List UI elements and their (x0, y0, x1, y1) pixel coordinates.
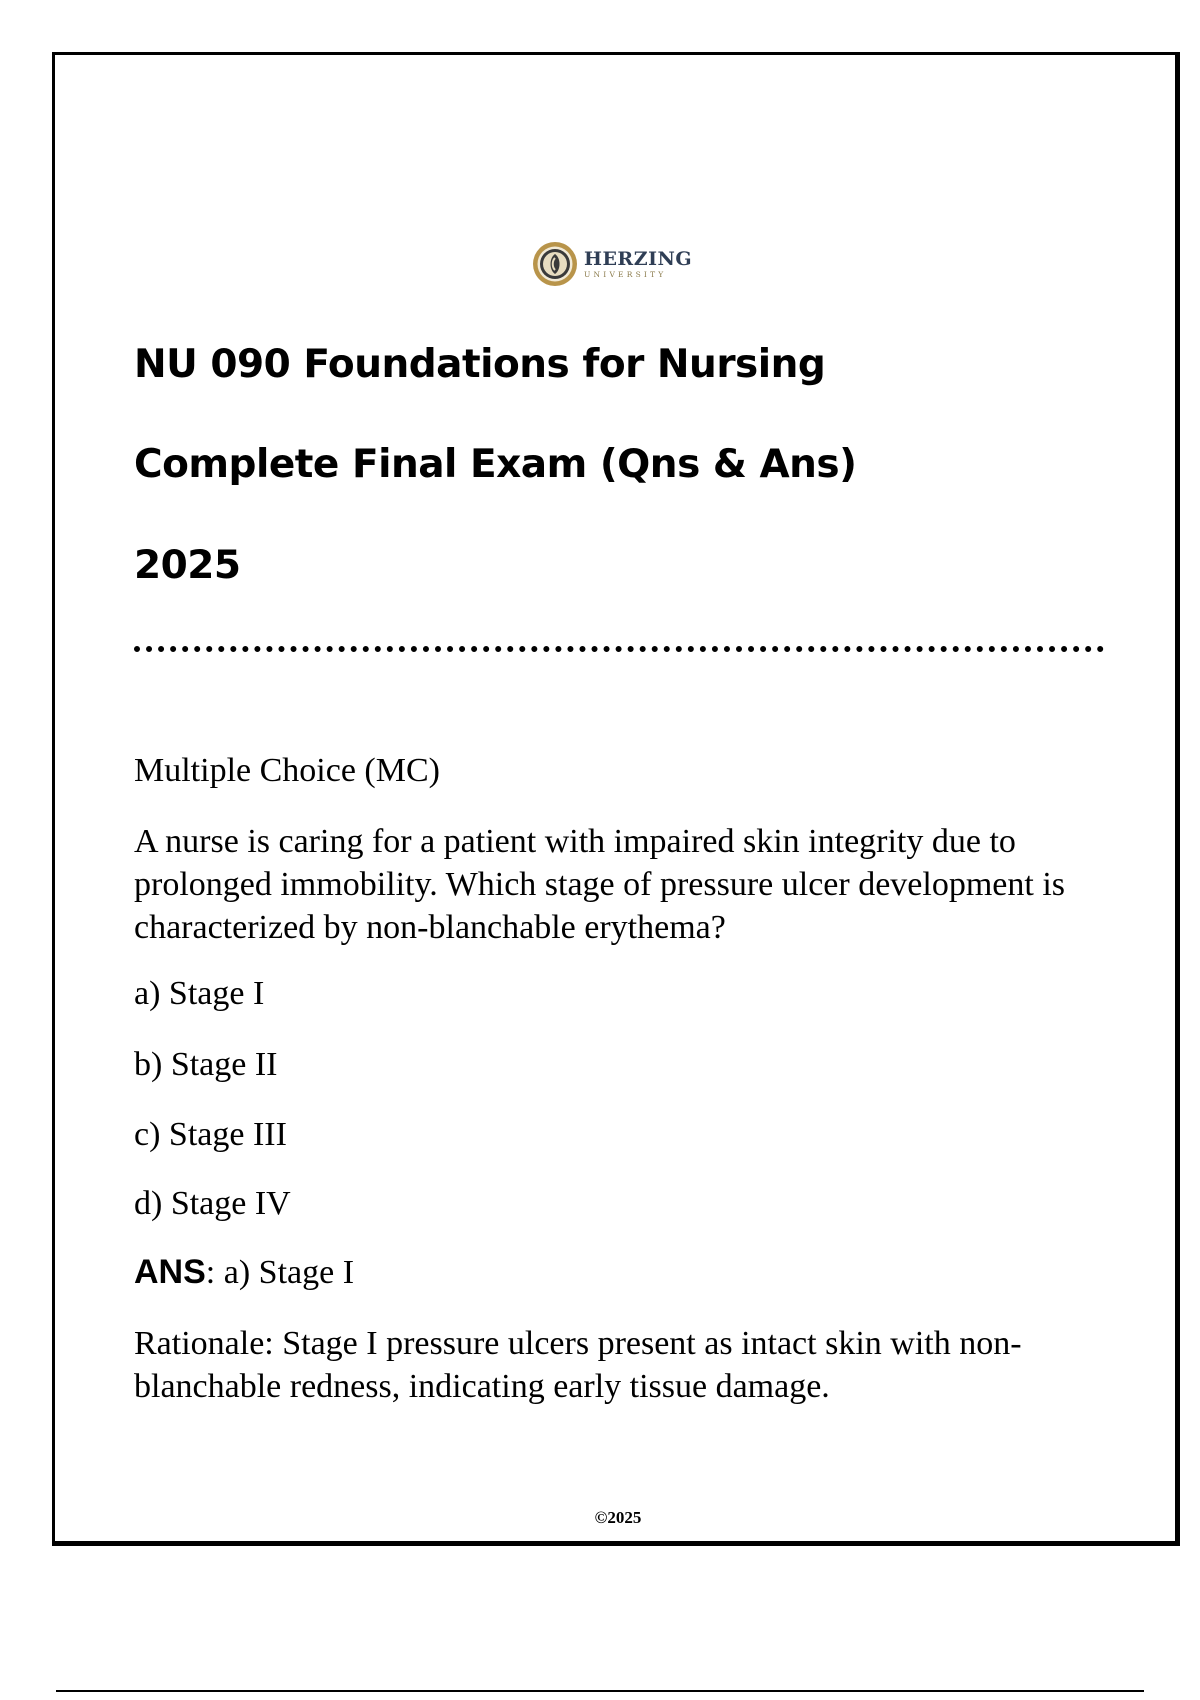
answer-option-b: b) Stage II (134, 1046, 278, 1083)
section-heading: Multiple Choice (MC) (134, 752, 440, 789)
dotted-divider (134, 646, 1104, 652)
university-seal-icon (532, 241, 578, 287)
document-title-exam: Complete Final Exam (Qns & Ans) (134, 442, 857, 487)
bottom-divider (56, 1690, 1144, 1692)
copyright-footer: ©2025 (594, 1508, 642, 1527)
logo-subtitle: UNIVERSITY (584, 269, 667, 279)
rationale-text: Rationale: Stage I pressure ulcers present as intact skin with non-blanchable redness, indicating early tissue damage. (134, 1325, 1022, 1405)
document-title-course: NU 090 Foundations for Nursing (134, 342, 826, 387)
answer-option-c: c) Stage III (134, 1116, 287, 1153)
document-title-year: 2025 (134, 543, 241, 588)
answer-text: : a) Stage I (205, 1254, 355, 1291)
logo-name: HERZING (584, 247, 693, 270)
university-logo (532, 241, 692, 287)
question-text: A nurse is caring for a patient with impaired skin integrity due to prolonged immobility. Which stage of pressure ulcer development is characterized by non-blanchable erythema? (134, 823, 1065, 946)
answer-option-d: d) Stage IV (134, 1185, 291, 1222)
answer-label: ANS (134, 1253, 206, 1291)
answer-line (134, 1251, 354, 1294)
answer-option-a: a) Stage I (134, 975, 265, 1012)
